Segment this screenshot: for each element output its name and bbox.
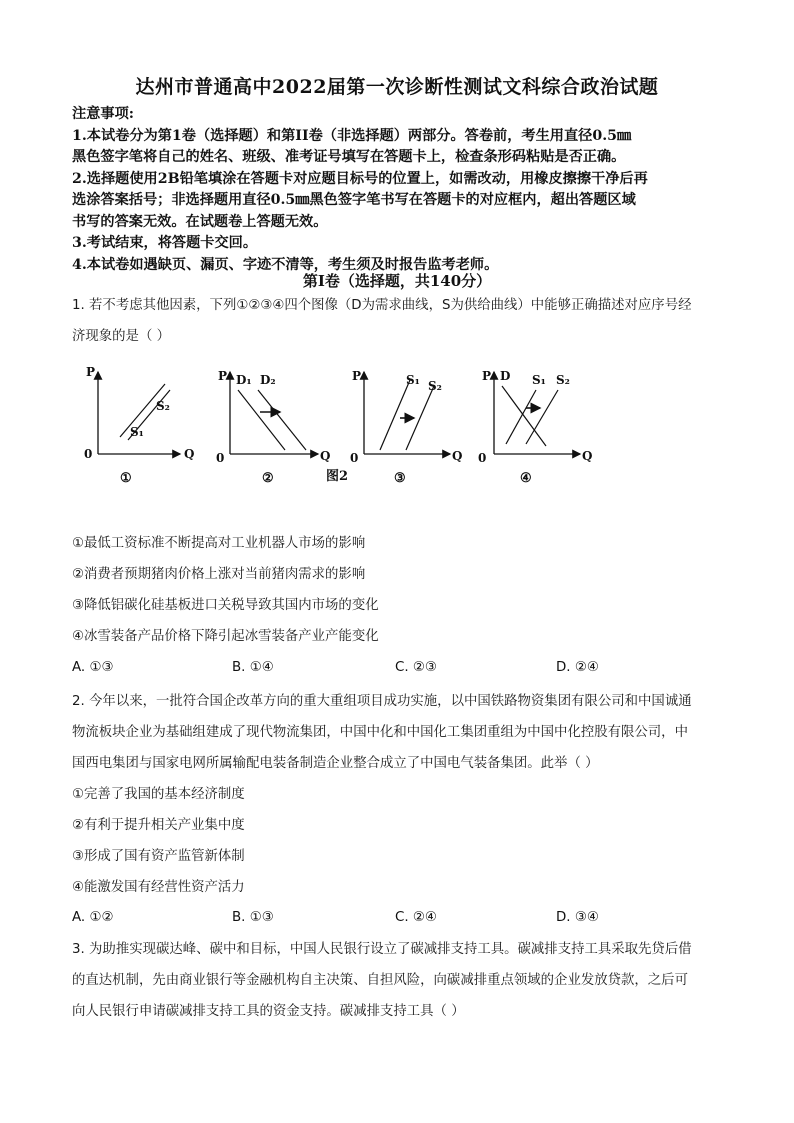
origin-label: 0	[478, 451, 487, 465]
curve-label: D₂	[260, 373, 276, 387]
option-c[interactable]: C. ②④	[395, 910, 437, 925]
axis-p-label: P	[482, 369, 492, 383]
option-c[interactable]: C. ②③	[395, 660, 437, 675]
choice-statement: ①完善了我国的基本经济制度	[72, 787, 245, 802]
section-title: 第I卷（选择题，共140分）	[302, 272, 492, 290]
page-title: 达州市普通高中2022届第一次诊断性测试文科综合政治试题	[135, 76, 659, 98]
choice-statement: ②消费者预期猪肉价格上涨对当前猪肉需求的影响	[72, 567, 366, 582]
graph-number: ②	[262, 471, 274, 486]
question-1-items	[72, 528, 732, 652]
option-a[interactable]: A. ①②	[72, 910, 114, 925]
axis-p-label: P	[86, 365, 96, 379]
curve-label: S₁	[532, 373, 546, 387]
notice-line: 1.本试卷分为第1卷（选择题）和第II卷（非选择题）两部分。答卷前，考生用直径0.5㎜	[72, 127, 632, 144]
choice-statement: ④能激发国有经营性资产活力	[72, 880, 245, 895]
supply-demand-figure	[80, 362, 600, 494]
stem-line: 1. 若不考虑其他因素，下列①②③④四个图像（D为需求曲线，S为供给曲线）中能够正确描述对应序号经	[72, 298, 692, 313]
curve-label: D	[500, 369, 511, 383]
choice-statement: ④冰雪装备产品价格下降引起冰雪装备产业产能变化	[72, 629, 379, 644]
axis-q-label: Q	[320, 449, 331, 463]
figure-caption: 图2	[326, 469, 349, 484]
stem-line: 向人民银行申请碳减排支持工具的资金支持。碳减排支持工具（ ）	[72, 1004, 465, 1019]
curve-label: S₁	[130, 425, 144, 439]
question-3-stem	[72, 934, 732, 1027]
graph-number: ③	[394, 471, 406, 486]
notice-block	[72, 104, 732, 276]
stem-line: 济现象的是（ ）	[72, 329, 170, 344]
option-a[interactable]: A. ①③	[72, 660, 114, 675]
choice-statement: ③降低铝碳化硅基板进口关税导致其国内市场的变化	[72, 598, 379, 613]
notice-line: 黑色签字笔将自己的姓名、班级、准考证号填写在答题卡上，检查条形码粘贴是否正确。	[72, 149, 626, 165]
axis-p-label: P	[352, 369, 362, 383]
axis-p-label: P	[218, 369, 228, 383]
figure-svg	[80, 362, 600, 494]
option-b[interactable]: B. ①④	[232, 660, 274, 675]
choice-statement: ①最低工资标准不断提高对工业机器人市场的影响	[72, 536, 366, 551]
curve-label: S₂	[556, 373, 570, 387]
graph-number: ①	[120, 471, 132, 486]
axis-q-label: Q	[184, 447, 195, 461]
option-b[interactable]: B. ①③	[232, 910, 274, 925]
origin-label: 0	[216, 451, 225, 465]
notice-line: 2.选择题使用2B铅笔填涂在答题卡对应题目标号的位置上，如需改动，用橡皮擦擦干净后再	[72, 170, 648, 187]
stem-line: 3. 为助推实现碳达峰、碳中和目标，中国人民银行设立了碳减排支持工具。碳减排支持工具采取先贷后借	[72, 942, 692, 957]
axis-q-label: Q	[452, 449, 463, 463]
notice-line: 书写的答案无效。在试题卷上答题无效。	[72, 213, 328, 230]
notice-heading: 注意事项:	[72, 106, 134, 122]
graph-3	[350, 369, 462, 486]
curve-label: D₁	[236, 373, 252, 387]
choice-statement: ③形成了国有资产监管新体制	[72, 849, 245, 864]
choice-statement: ②有利于提升相关产业集中度	[72, 818, 245, 833]
stem-line: 2. 今年以来，一批符合国企改革方向的重大重组项目成功实施，以中国铁路物资集团有限公司和中国诚通	[72, 694, 692, 709]
curve-label: S₁	[406, 373, 420, 387]
notice-line: 3.考试结束，将答题卡交回。	[72, 235, 258, 251]
notice-line: 4.本试卷如遇缺页、漏页、字迹不清等，考生须及时报告监考老师。	[72, 256, 499, 273]
stem-line: 国西电集团与国家电网所属输配电装备制造企业整合成立了中国电气装备集团。此举（ ）	[72, 756, 599, 771]
question-1-stem	[72, 290, 732, 352]
option-d[interactable]: D. ③④	[556, 910, 599, 925]
option-d[interactable]: D. ②④	[556, 660, 599, 675]
origin-label: 0	[84, 447, 93, 461]
stem-line: 的直达机制，先由商业银行等金融机构自主决策、自担风险，向碳减排重点领域的企业发放贷款，之后可	[72, 973, 688, 988]
graph-2	[216, 369, 330, 486]
question-2-stem	[72, 686, 732, 903]
stem-line: 物流板块企业为基础组建成了现代物流集团，中国中化和中国化工集团重组为中国中化控股有限公司，中	[72, 725, 688, 740]
notice-line: 选涂答案括号；非选择题用直径0.5㎜黑色签字笔书写在答题卡的对应框内，超出答题区域	[72, 192, 636, 208]
axis-q-label: Q	[582, 449, 593, 463]
graph-1	[84, 365, 194, 486]
curve-label: S₂	[428, 379, 442, 393]
graph-number: ④	[520, 471, 532, 486]
graph-4	[478, 369, 592, 486]
origin-label: 0	[350, 451, 359, 465]
curve-label: S₂	[156, 399, 170, 413]
